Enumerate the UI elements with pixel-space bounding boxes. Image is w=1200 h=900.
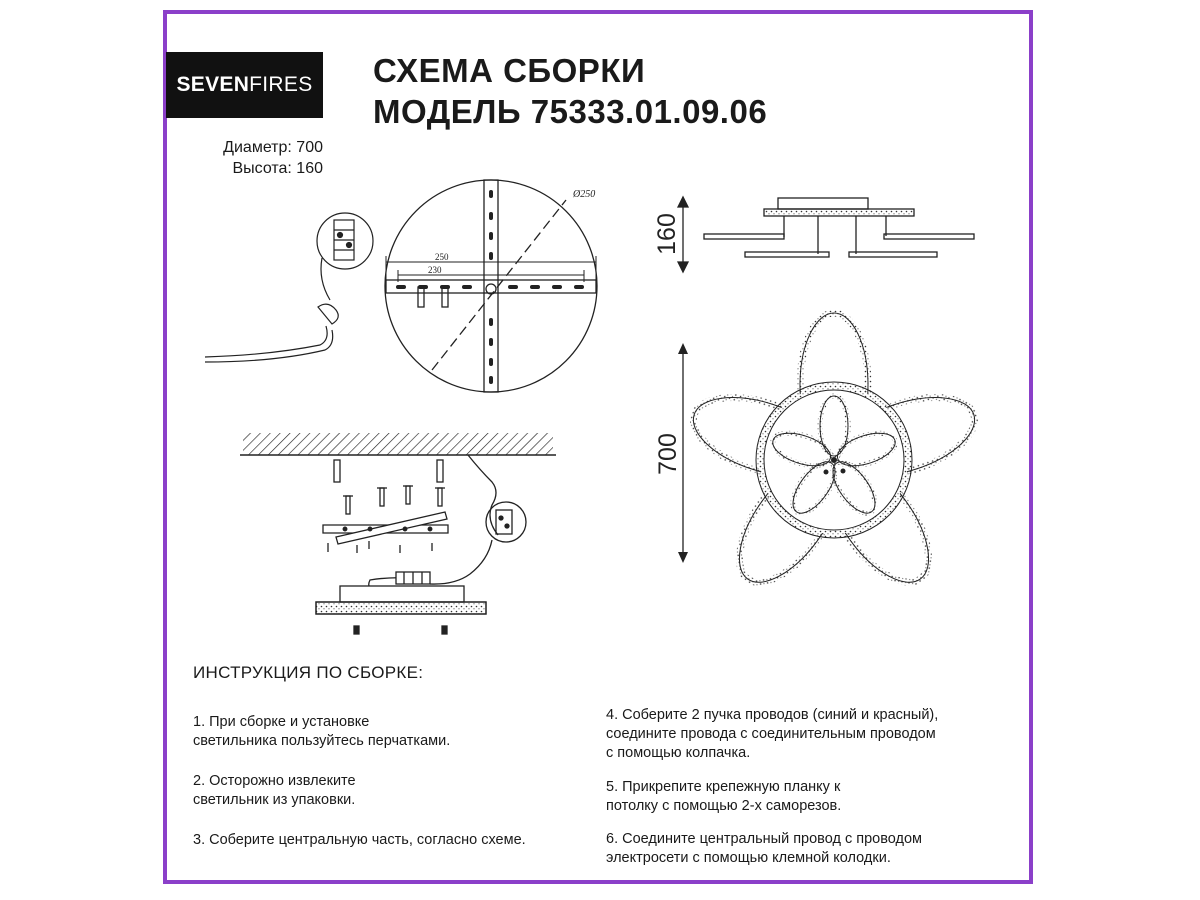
diameter-text: Диаметр: 700: [223, 139, 323, 156]
brand-logo-bold: SEVEN: [176, 73, 250, 96]
connector-magnifier: [317, 213, 373, 269]
mounting-plate-drawing: [385, 180, 597, 392]
height-text: Высота: 160: [232, 160, 323, 177]
top-diameter-label: 700: [654, 433, 682, 475]
plate-dim-inner-label: 230: [428, 265, 442, 275]
brand-logo-light: FIRES: [249, 73, 313, 96]
dowels: [334, 460, 443, 482]
title-line-1: СХЕМА СБОРКИ: [373, 52, 646, 89]
instruction-step-4: 4. Соберите 2 пучка проводов (синий и красный), соедините провода с соединительным проводом с помощью колпачка.: [606, 707, 939, 761]
mains-wire: [468, 455, 498, 535]
base-disk: [316, 602, 486, 614]
side-height-label: 160: [653, 213, 681, 255]
screws: [343, 486, 445, 514]
driver-box: [340, 586, 464, 602]
flower-shade: [684, 313, 985, 599]
wire-connector: [318, 304, 338, 324]
title-line-2: МОДЕЛЬ 75333.01.09.06: [373, 93, 768, 130]
instruction-step-1: 1. При сборке и установке светильника пользуйтесь перчатками.: [193, 714, 451, 749]
side-canopy: [778, 198, 868, 209]
connector-detail: [205, 213, 373, 362]
top-view-drawing: [678, 313, 984, 599]
instruction-step-2: 2. Осторожно извлеките светильник из упаковки.: [193, 773, 356, 808]
plate-diameter-label: Ø250: [573, 189, 596, 200]
cross-bracket: [323, 512, 448, 544]
plate-dim-outer-label: 250: [435, 252, 449, 262]
instruction-step-3: 3. Соберите центральную часть, согласно схеме.: [193, 832, 526, 848]
side-view-drawing: [678, 197, 974, 272]
ceiling-hatch: [243, 433, 553, 455]
instruction-step-5: 5. Прикрепите крепежную планку к потолку с помощью 2-х саморезов.: [606, 779, 842, 814]
instruction-step-6: 6. Соедините центральный провод с проводом электросети с помощью клемной колодки.: [606, 831, 922, 866]
diameter-dashed-line: [432, 200, 566, 370]
wire-1: [205, 326, 327, 357]
exploded-mounting-view: [240, 433, 556, 634]
connector-zoom: [486, 502, 526, 542]
side-base: [764, 209, 914, 216]
lead-wire: [430, 540, 492, 584]
instructions-heading: ИНСТРУКЦИЯ ПО СБОРКЕ:: [193, 663, 424, 682]
